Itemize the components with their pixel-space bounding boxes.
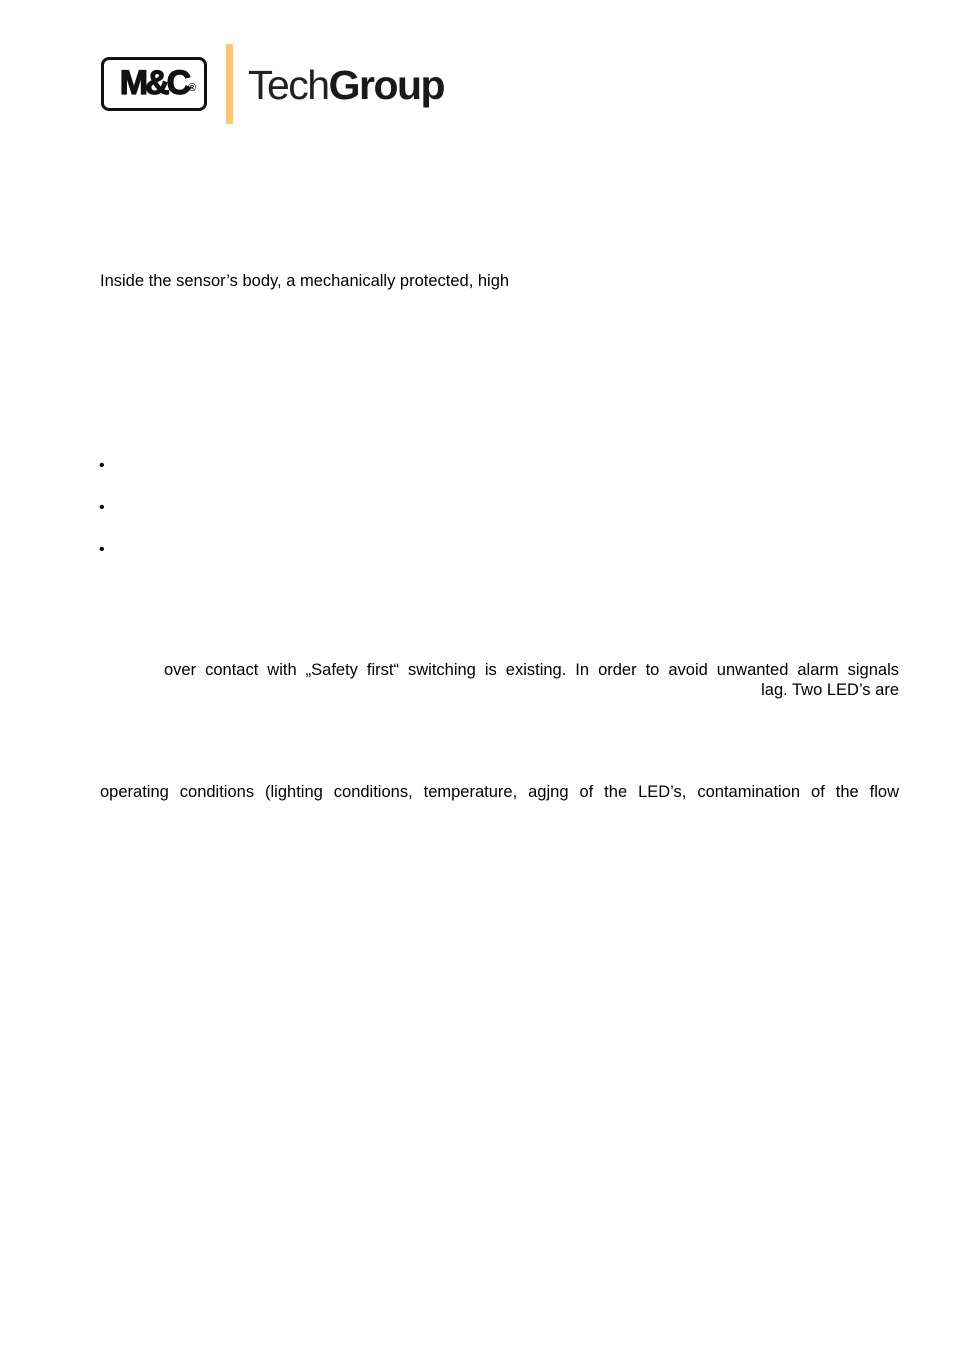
paragraph-line-sensor-body: Inside the sensor’s body, a mechanically protected, high xyxy=(100,272,510,290)
wordmark-group: Group xyxy=(328,62,445,108)
logo-divider xyxy=(226,44,233,124)
wordmark-tech: Tech xyxy=(248,62,329,108)
mc-logo-mark xyxy=(101,57,207,111)
techgroup-wordmark xyxy=(248,60,444,110)
mc-logo-graphic xyxy=(104,60,204,108)
paragraph-line-safety-first: over contact with „Safety first“ switching is existing. In order to avoid unwanted alarm signals xyxy=(164,661,899,679)
bullet-point: • xyxy=(99,499,105,516)
registered-mark: ® xyxy=(187,82,197,94)
paragraph-line-lag: lag. Two LED’s are xyxy=(761,681,899,699)
mc-logo-text: M&C xyxy=(119,64,189,102)
bullet-point: • xyxy=(99,457,105,474)
paragraph-line-operating-conditions: operating conditions (lighting conditions, temperature, agjng of the LED’s, contamination of the flow xyxy=(100,783,899,801)
bullet-point: • xyxy=(99,541,105,558)
